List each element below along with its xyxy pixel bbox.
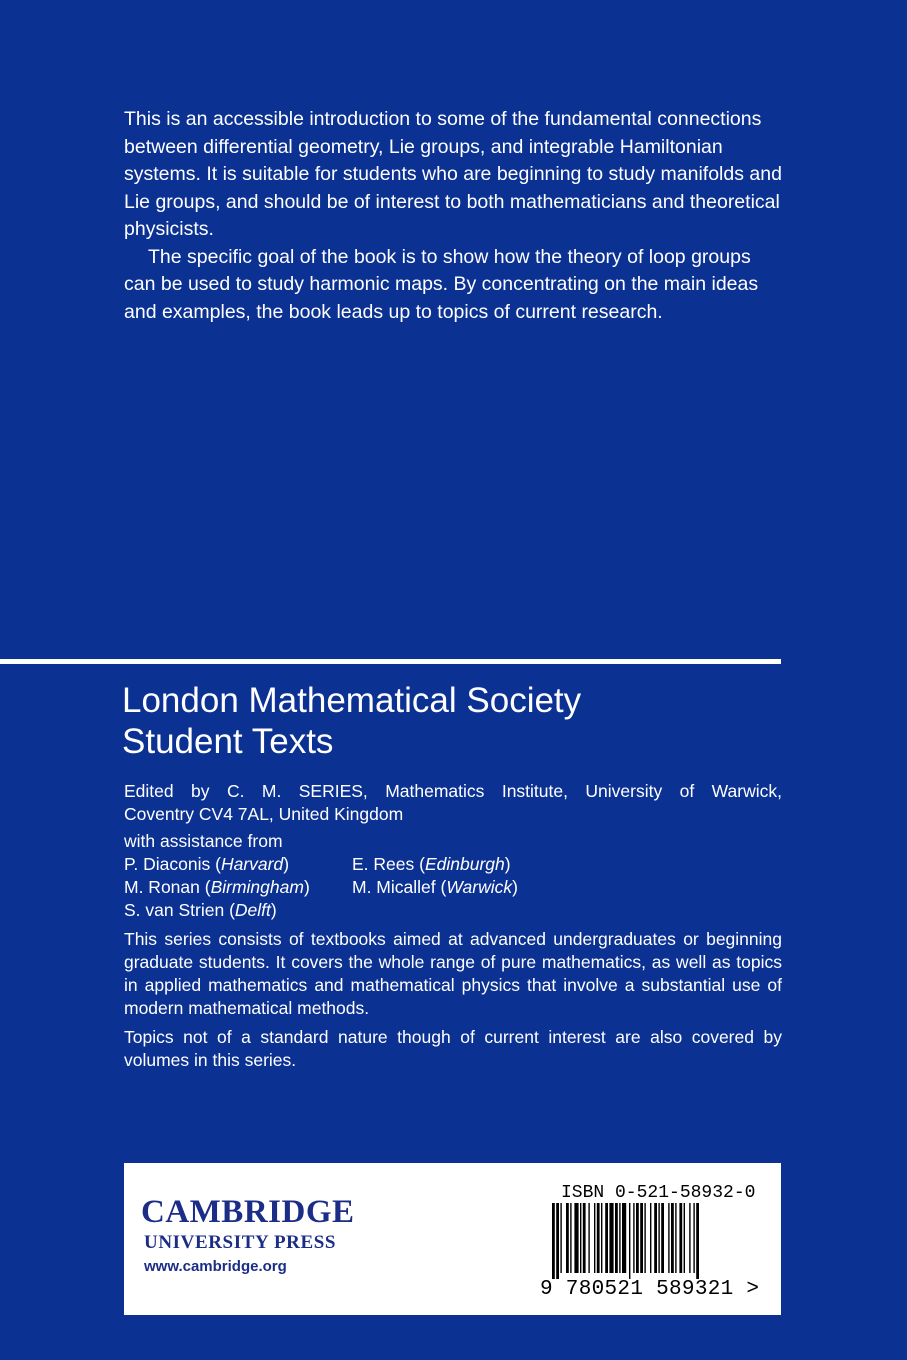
series-title-line-1: London Mathematical Society: [122, 681, 582, 720]
barcode-bar: [588, 1203, 589, 1273]
barcode-bar: [552, 1203, 555, 1279]
editor-info: [124, 780, 782, 826]
barcode-bar: [609, 1203, 613, 1273]
publisher-box: [124, 1163, 781, 1315]
barcode-bar: [566, 1203, 569, 1273]
barcode-bar: [560, 1203, 561, 1273]
advisor-item: P. Diaconis (Harvard): [124, 854, 290, 874]
description-paragraph-2: Topics not of a standard nature though of current interest are also covered by volumes in this series.: [124, 1027, 782, 1070]
advisors-block: [124, 830, 782, 922]
barcode-bar: [684, 1203, 685, 1273]
barcode-bar: [601, 1203, 602, 1273]
ean-digits: 9 780521 589321 >: [540, 1278, 760, 1301]
blurb-paragraph-2: The specific goal of the book is to show how the theory of loop groups can be used to study harmonic maps. By concentrating on the main ideas and examples, the book leads up to topics of current research.: [124, 245, 759, 323]
advisors-grid: [124, 853, 782, 922]
barcode-bar: [650, 1203, 651, 1273]
series-description: [124, 928, 782, 1078]
advisor-item: M. Micallef (Warwick): [352, 877, 518, 897]
barcode-bar: [640, 1203, 643, 1273]
barcode-bar: [675, 1203, 676, 1273]
back-cover-blurb: [124, 106, 784, 326]
advisor-item: M. Ronan (Birmingham): [124, 877, 310, 897]
barcode-bar: [644, 1203, 645, 1273]
barcode-bar: [583, 1203, 586, 1273]
series-title: [122, 680, 782, 762]
barcode-bar: [689, 1203, 690, 1273]
advisor-item: E. Rees (Edinburgh): [352, 854, 511, 874]
barcode-bar: [597, 1203, 600, 1273]
barcode-bar: [633, 1203, 634, 1273]
publisher-logo-name: CAMBRIDGE: [141, 1194, 355, 1230]
barcode-bar: [671, 1203, 674, 1273]
assistance-label: with assistance from: [124, 831, 283, 851]
advisor-item: S. van Strien (Delft): [124, 900, 277, 920]
series-title-line-2: Student Texts: [122, 722, 334, 761]
barcode-bar: [574, 1203, 578, 1273]
barcode-bar: [615, 1203, 618, 1273]
description-paragraph-1: This series consists of textbooks aimed at advanced undergraduates or beginning graduate students. It covers the whole range of pure mathematics, as well as topics in applied mathematics and mathematical physics that involve a substantial use of modern mathematical methods.: [124, 929, 782, 1018]
barcode-bar: [556, 1203, 559, 1279]
isbn-label: ISBN 0-521-58932-0: [561, 1183, 756, 1203]
barcode-bar: [605, 1203, 608, 1273]
barcode-bar: [629, 1203, 630, 1279]
editor-line-2: Coventry CV4 7AL, United Kingdom: [124, 804, 404, 824]
barcode-bar: [668, 1203, 669, 1273]
editor-line-1: Edited by C. M. SERIES, Mathematics Institute, University of Warwick,: [124, 781, 782, 801]
divider-rule: [0, 659, 781, 664]
barcode-bar: [570, 1203, 571, 1273]
barcode-bar: [636, 1203, 639, 1273]
publisher-website: www.cambridge.org: [144, 1258, 287, 1275]
barcode-bar: [658, 1203, 659, 1273]
barcode-bar: [580, 1203, 581, 1273]
barcode-bar: [696, 1203, 699, 1279]
barcode-bar: [679, 1203, 682, 1273]
blurb-paragraph-1: This is an accessible introduction to some of the fundamental connections between differential geometry, Lie groups, and integrable Hamiltonian systems. It is suitable for students who are beginning to study manifolds and Lie groups, and should be of interest to both mathematicians and theoretical physicists.: [124, 108, 782, 240]
barcode-bar: [654, 1203, 657, 1273]
barcode-bar: [619, 1203, 620, 1273]
barcode-bar: [622, 1203, 626, 1273]
barcode-bar: [661, 1203, 664, 1273]
barcode-bar: [594, 1203, 595, 1273]
barcode-icon: [540, 1203, 740, 1279]
barcode-bar: [693, 1203, 694, 1273]
publisher-logo-press: UNIVERSITY PRESS: [144, 1232, 337, 1253]
